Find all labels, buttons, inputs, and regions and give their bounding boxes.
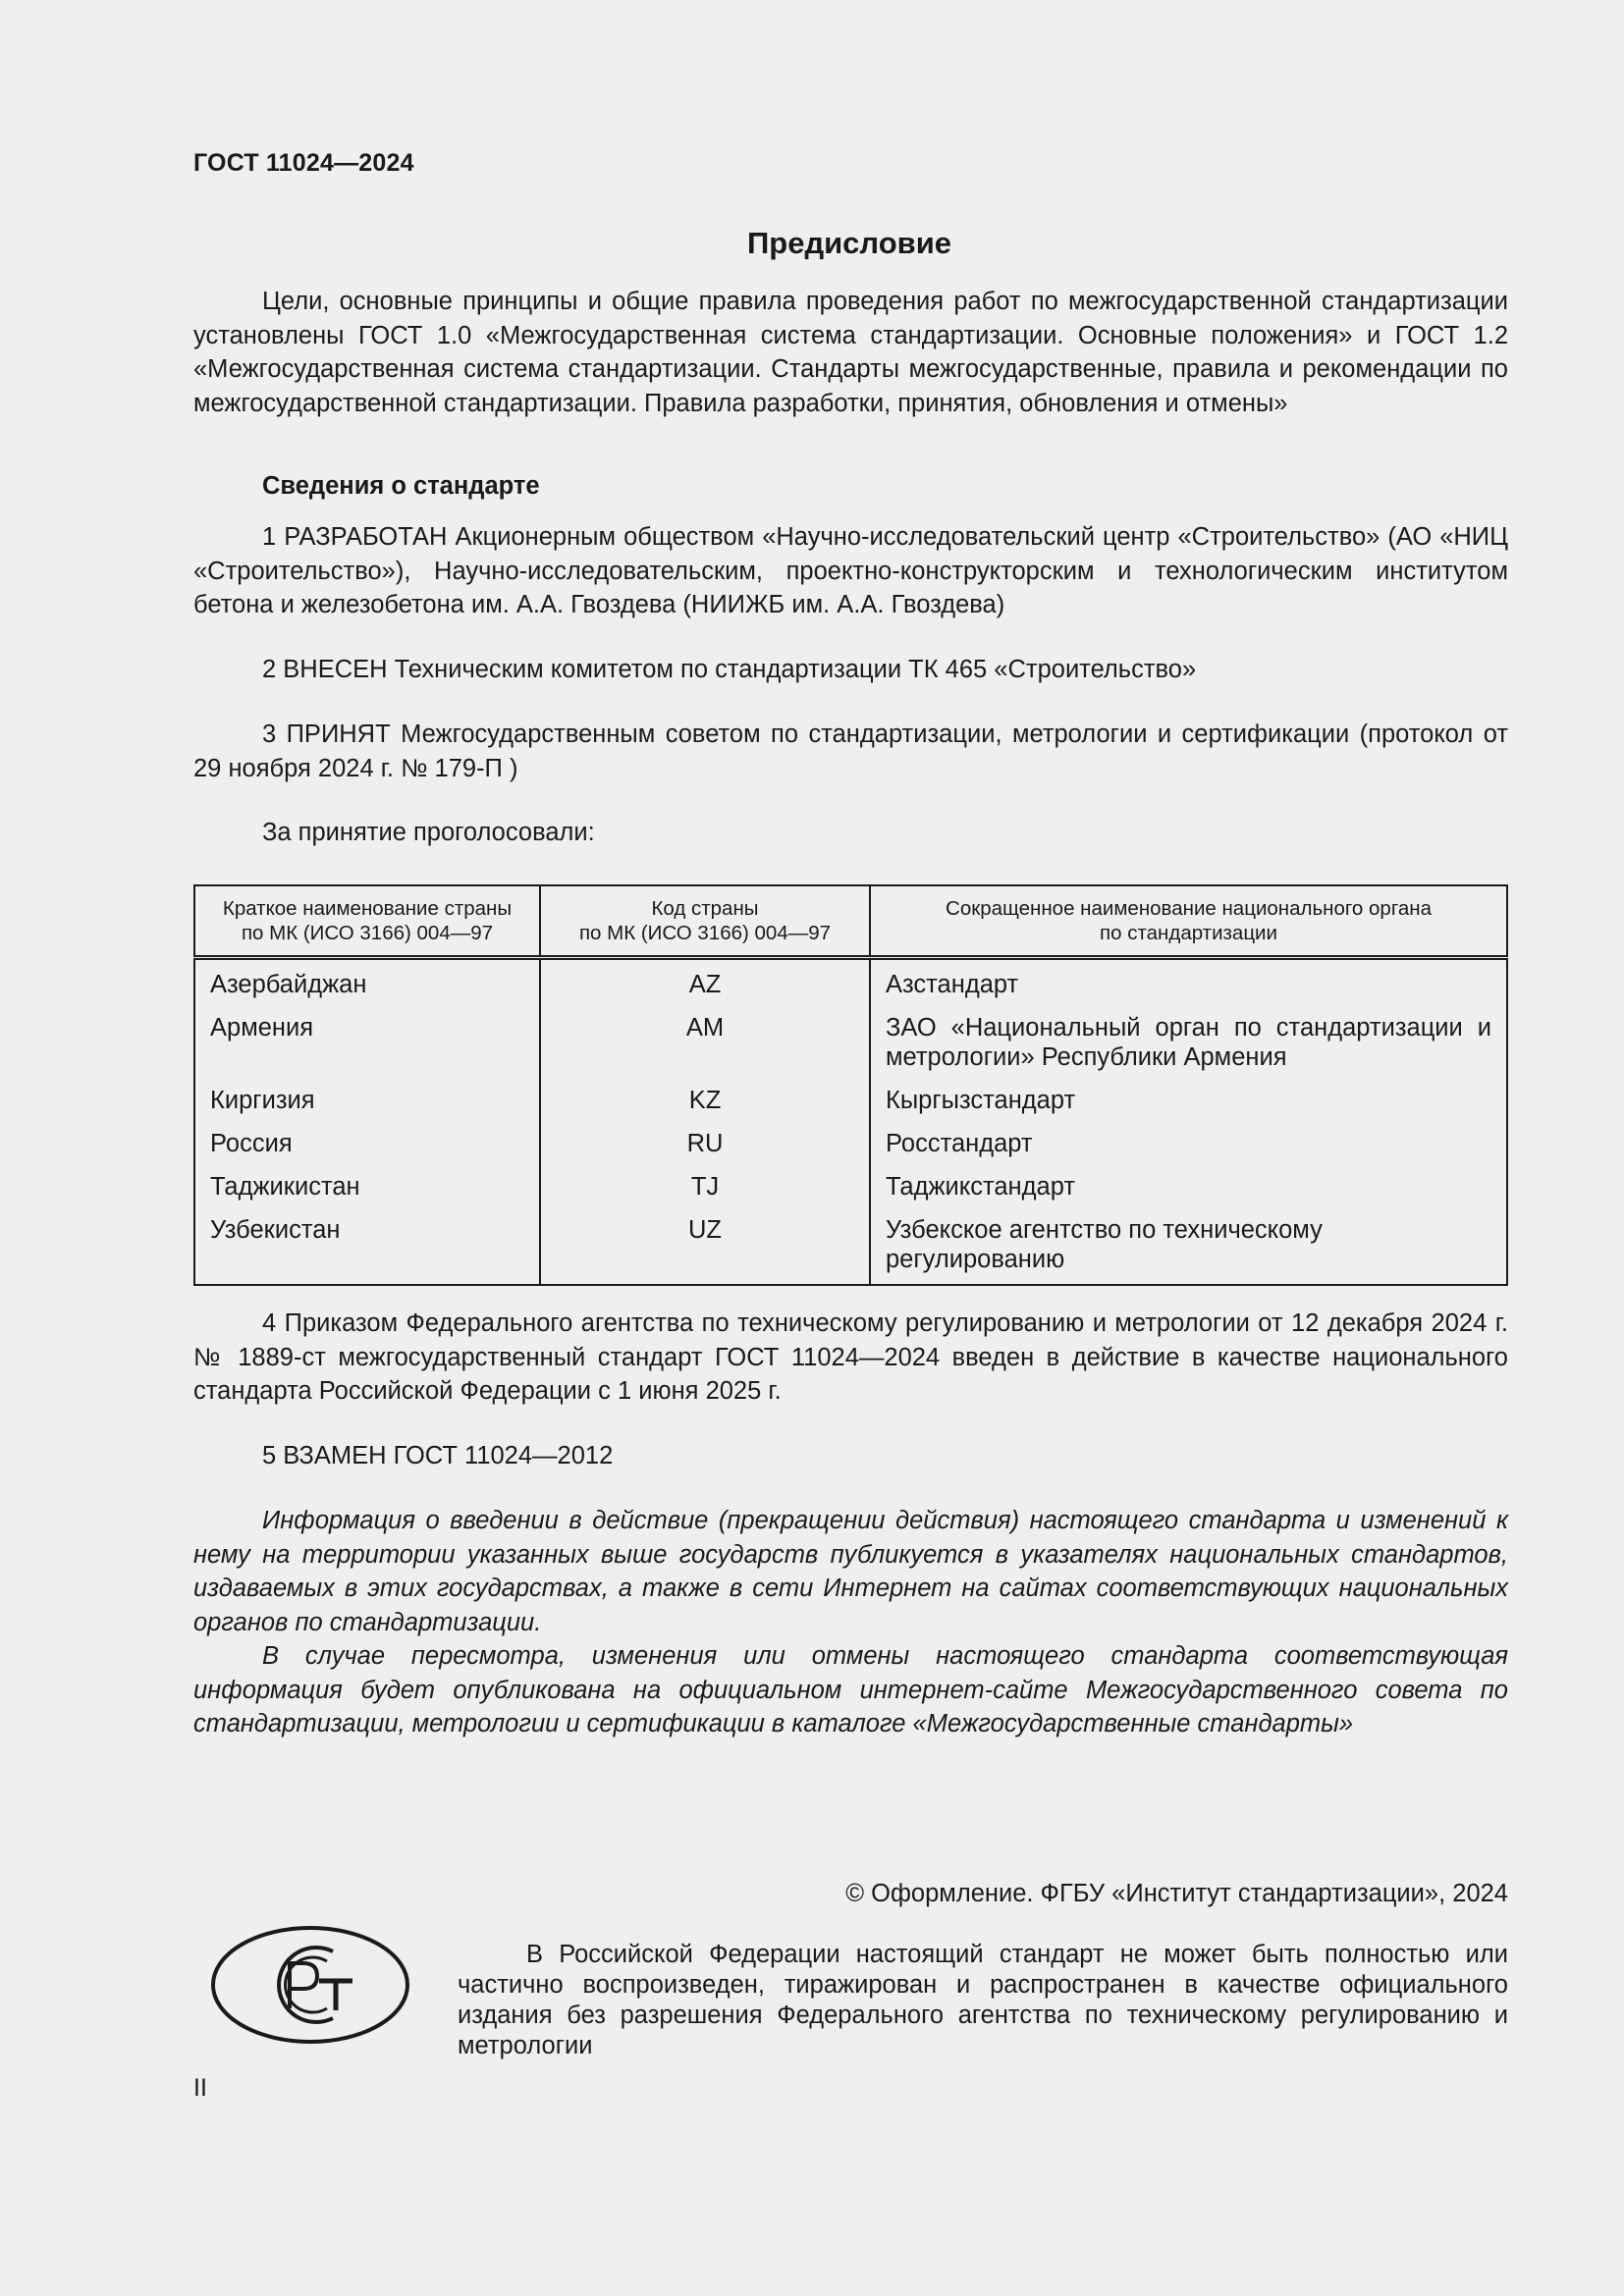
item-developed-by: 1 РАЗРАБОТАН Акционерным обществом «Научно-исследовательский центр «Строительство» (АО «НИЦ «Строительство»), Научно-исследовательским, проектно-конструкторским и технологическим институтом бетона и железобетона им. А.А. Гвоздева (НИИЖБ им. А.А. Гвоздева) (193, 523, 1508, 618)
standards-body-cell: Кыргызстандарт (886, 1087, 1076, 1114)
country-cell: Узбекистан (194, 1209, 540, 1285)
reproduction-notice: В Российской Федерации настоящий стандарт не может быть полностью или частично воспроизведен, тиражирован и распространен в качестве официального издания без разрешения Федерального агентства по техническому регулированию и метрологии (458, 1941, 1508, 2059)
page-number: II (193, 2074, 207, 2102)
standards-body-cell: Таджикстандарт (886, 1173, 1076, 1201)
votes-table (193, 884, 1508, 1286)
table-row (194, 1166, 1507, 1209)
table-row (194, 1080, 1507, 1123)
standards-body-cell: Росстандарт (886, 1130, 1033, 1157)
standards-body-cell: Азстандарт (886, 971, 1019, 998)
item-enacted-by-order: 4 Приказом Федерального агентства по техническому регулированию и метрологии от 12 декабря 2024 г. № 1889-ст межгосударственный стандарт ГОСТ 11024—2024 введен в действие в качестве национального стандарта Российской Федерации с 1 июня 2025 г. (193, 1309, 1508, 1405)
info-paragraph-revision: В случае пересмотра, изменения или отмены настоящего стандарта соответствующая информация будет опубликована на официальном интернет-сайте Межгосударственного совета по стандартизации, метрологии и сертификации в каталоге «Межгосударственные стандарты» (193, 1642, 1508, 1737)
standards-body-cell: ЗАО «Национальный орган по стандартизации и метрологии» Республики Армения (886, 1014, 1491, 1071)
code-cell: TJ (540, 1166, 870, 1209)
column-header-country-line2: по МК (ИСО 3166) 004—97 (241, 922, 494, 944)
item-adopted-by: 3 ПРИНЯТ Межгосударственным советом по стандартизации, метрологии и сертификации (протокол от 29 ноября 2024 г. № 179-П ) (193, 721, 1508, 782)
votes-table-header-row (194, 885, 1507, 958)
foreword-intro: Цели, основные принципы и общие правила проведения работ по межгосударственной стандартизации установлены ГОСТ 1.0 «Межгосударственная система стандартизации. Основные положения» и ГОСТ 1.2 «Межгосударственная система стандартизации. Стандарты межгосударственные, правила и рекомендации по межгосударственной стандартизации. Правила разработки, принятия, обновления и отмены» (193, 288, 1508, 417)
country-cell: Армения (194, 1007, 540, 1080)
code-cell: AM (540, 1007, 870, 1080)
item-submitted-by: 2 ВНЕСЕН Техническим комитетом по стандартизации ТК 465 «Строительство» (262, 656, 1197, 683)
standards-body-cell: Узбекское агентство по техническому регулированию (886, 1216, 1323, 1273)
info-paragraph-enactment: Информация о введении в действие (прекращении действия) настоящего стандарта и изменений к нему на территории указанных выше государств публикуется в указателях национальных стандартов, издаваемых в этих государствах, а также в сети Интернет на сайтах соответствующих национальных органов по стандартизации. (193, 1507, 1508, 1636)
table-row (194, 1007, 1507, 1080)
table-row (194, 1123, 1507, 1166)
rst-certification-logo (209, 1924, 411, 2051)
document-header: ГОСТ 11024—2024 (193, 149, 414, 177)
column-header-body-line2: по стандартизации (1100, 922, 1277, 944)
column-header-body-line1: Сокращенное наименование национального органа (946, 897, 1432, 920)
table-row (194, 958, 1507, 1008)
code-cell: KZ (540, 1080, 870, 1123)
country-cell: Таджикистан (194, 1166, 540, 1209)
foreword-title: Предисловие (746, 226, 951, 260)
column-header-standards-body (870, 885, 1507, 958)
votes-label: За принятие проголосовали: (262, 819, 595, 846)
country-cell: Россия (194, 1123, 540, 1166)
column-header-code-line1: Код страны (651, 897, 759, 920)
item-replaces: 5 ВЗАМЕН ГОСТ 11024—2012 (262, 1442, 614, 1469)
code-cell: AZ (540, 958, 870, 1008)
copyright-notice: © Оформление. ФГБУ «Институт стандартизации», 2024 (845, 1880, 1508, 1907)
table-row (194, 1209, 1507, 1285)
standard-info-heading: Сведения о стандарте (262, 472, 540, 500)
column-header-country-line1: Краткое наименование страны (222, 897, 513, 920)
column-header-code-line2: по МК (ИСО 3166) 004—97 (578, 922, 832, 944)
code-cell: UZ (540, 1209, 870, 1285)
country-cell: Азербайджан (194, 958, 540, 1008)
column-header-code (540, 885, 870, 958)
column-header-country (194, 885, 540, 958)
country-cell: Киргизия (194, 1080, 540, 1123)
code-cell: RU (540, 1123, 870, 1166)
